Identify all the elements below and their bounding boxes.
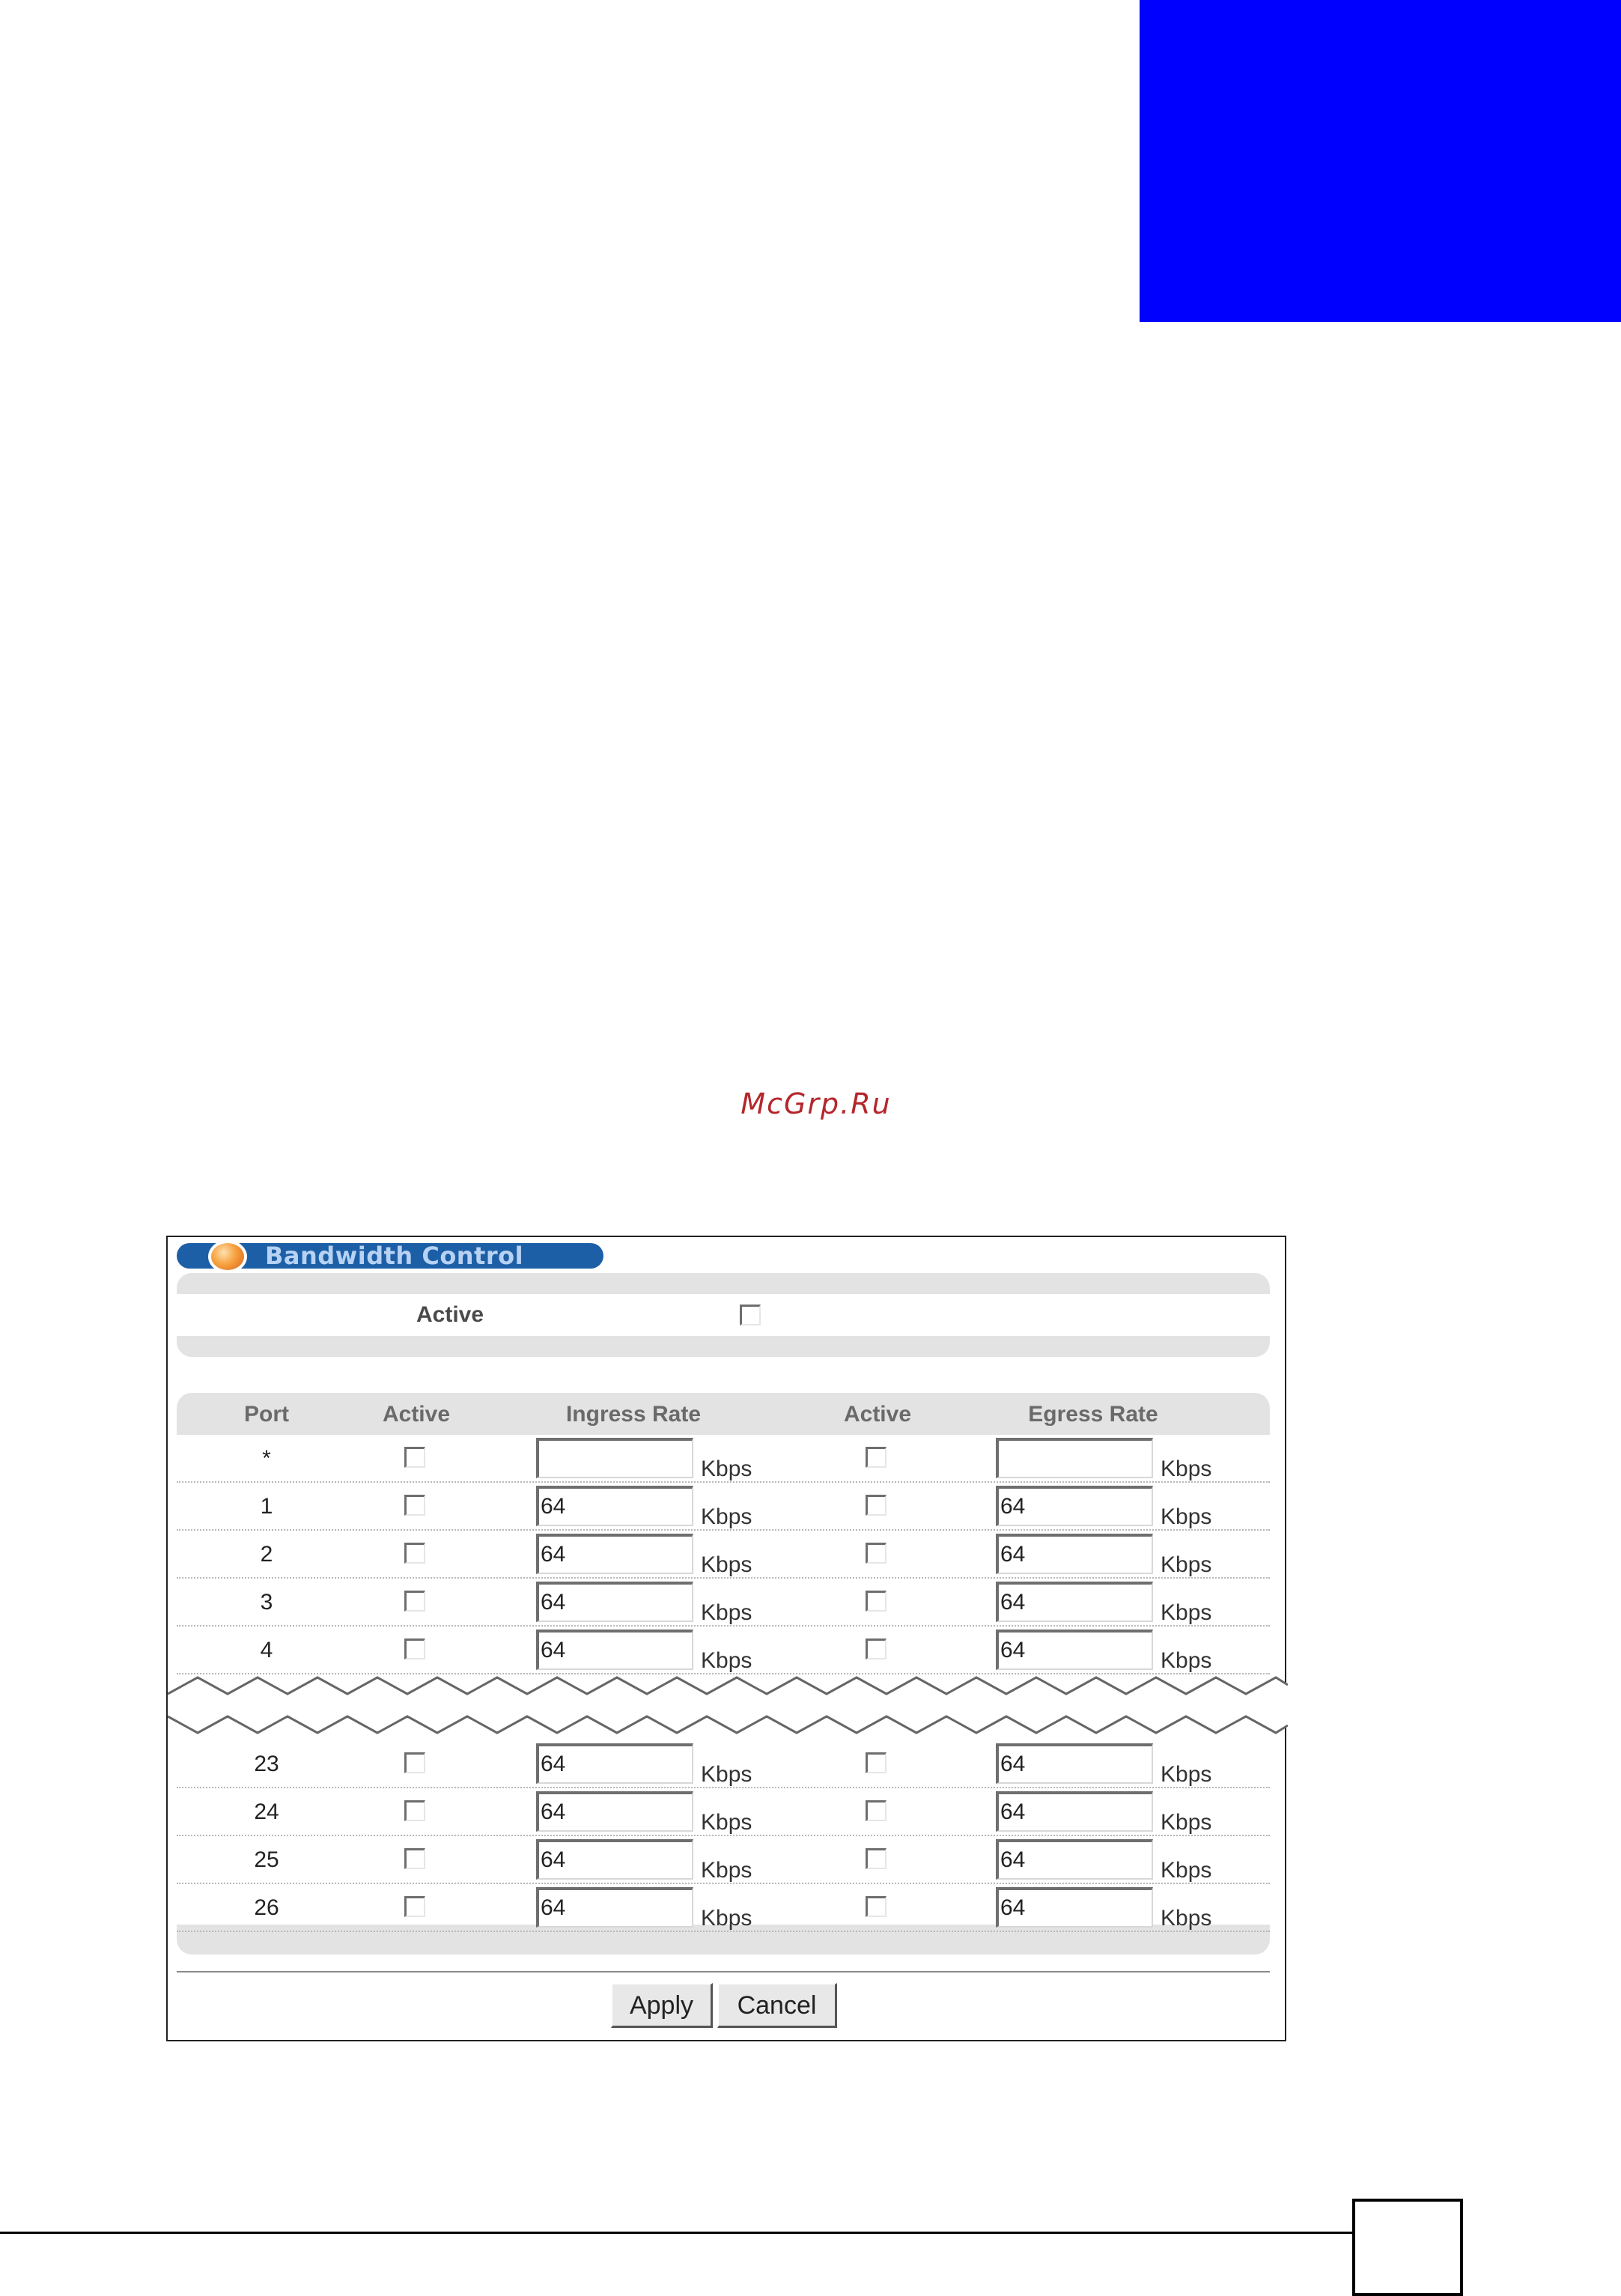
port-number: 2 [260,1542,273,1567]
bandwidth-control-screen [166,1236,1286,2041]
ingress-unit: Kbps [701,1504,752,1529]
egress-unit: Kbps [1161,1810,1212,1835]
global-active-label: Active [416,1302,484,1327]
egress-active-checkbox[interactable] [866,1495,886,1516]
chapter-tab [1140,0,1621,322]
ingress-rate-input[interactable] [536,1839,693,1880]
cancel-button[interactable]: Cancel [717,1983,837,2028]
port-number: * [262,1446,271,1471]
port-number: 26 [254,1895,279,1920]
egress-unit: Kbps [1161,1457,1212,1481]
ingress-unit: Kbps [701,1600,752,1625]
egress-active-checkbox[interactable] [866,1543,886,1564]
table-row [177,1579,1270,1627]
egress-unit: Kbps [1161,1552,1212,1577]
ingress-active-checkbox[interactable] [404,1896,425,1917]
cut-break-zigzag [168,1664,1288,1746]
ingress-active-checkbox[interactable] [404,1543,425,1564]
col-ingress-active: Active [382,1402,451,1427]
egress-active-checkbox[interactable] [866,1848,886,1869]
port-number: 3 [260,1590,273,1615]
egress-rate-input[interactable] [996,1582,1153,1622]
col-ingress-rate: Ingress Rate [565,1402,702,1427]
page-number-box [1352,2199,1463,2296]
egress-unit: Kbps [1161,1648,1212,1673]
ingress-rate-input[interactable] [536,1486,693,1526]
ingress-active-checkbox[interactable] [404,1495,425,1516]
global-active-checkbox[interactable] [740,1305,761,1325]
egress-rate-input[interactable] [996,1839,1153,1880]
screen-title-bar [177,1243,603,1269]
egress-unit: Kbps [1161,1858,1212,1883]
egress-unit: Kbps [1161,1504,1212,1529]
table-header [177,1393,1270,1435]
egress-active-checkbox[interactable] [866,1591,886,1612]
table-row [177,1836,1270,1884]
table-row [177,1788,1270,1836]
port-number: 1 [260,1494,273,1519]
ingress-unit: Kbps [701,1858,752,1883]
ingress-unit: Kbps [701,1906,752,1931]
egress-active-checkbox[interactable] [866,1639,886,1659]
egress-unit: Kbps [1161,1762,1212,1787]
egress-active-checkbox[interactable] [866,1447,886,1468]
egress-active-checkbox[interactable] [866,1752,886,1773]
egress-rate-input[interactable] [996,1791,1153,1832]
egress-unit: Kbps [1161,1906,1212,1931]
egress-active-checkbox[interactable] [866,1800,886,1821]
table-row [177,1531,1270,1579]
col-port: Port [244,1402,289,1427]
footer-rule [0,2232,1352,2234]
egress-rate-input[interactable] [996,1438,1153,1478]
egress-rate-input[interactable] [996,1486,1153,1526]
ingress-active-checkbox[interactable] [404,1447,425,1468]
ingress-active-checkbox[interactable] [404,1752,425,1773]
ingress-rate-input[interactable] [536,1791,693,1832]
screen-title: Bandwidth Control [265,1242,524,1270]
ingress-unit: Kbps [701,1552,752,1577]
ingress-rate-input[interactable] [536,1582,693,1622]
ingress-active-checkbox[interactable] [404,1848,425,1869]
egress-rate-input[interactable] [996,1743,1153,1784]
table-row [177,1435,1270,1483]
orb-icon [208,1240,247,1273]
global-active-panel [177,1273,1270,1357]
ingress-rate-input[interactable] [536,1887,693,1928]
ingress-unit: Kbps [701,1810,752,1835]
ingress-unit: Kbps [701,1762,752,1787]
ingress-rate-input[interactable] [536,1438,693,1478]
port-number: 25 [254,1847,279,1872]
egress-unit: Kbps [1161,1600,1212,1625]
ingress-active-checkbox[interactable] [404,1591,425,1612]
apply-button[interactable]: Apply [611,1983,713,2028]
table-row [177,1483,1270,1531]
button-separator [177,1971,1270,1972]
egress-rate-input[interactable] [996,1887,1153,1928]
port-number: 24 [254,1800,279,1824]
egress-active-checkbox[interactable] [866,1896,886,1917]
ingress-active-checkbox[interactable] [404,1800,425,1821]
egress-rate-input[interactable] [996,1534,1153,1574]
table-row [177,1740,1270,1788]
watermark: McGrp.Ru [740,1087,892,1120]
ingress-rate-input[interactable] [536,1534,693,1574]
ingress-unit: Kbps [701,1457,752,1481]
col-egress-active: Active [843,1402,912,1427]
ingress-unit: Kbps [701,1648,752,1673]
col-egress-rate: Egress Rate [1028,1402,1158,1427]
table-row [177,1884,1270,1932]
port-number: 23 [254,1752,279,1776]
ingress-rate-input[interactable] [536,1743,693,1784]
ingress-active-checkbox[interactable] [404,1639,425,1659]
port-number: 4 [260,1638,273,1662]
